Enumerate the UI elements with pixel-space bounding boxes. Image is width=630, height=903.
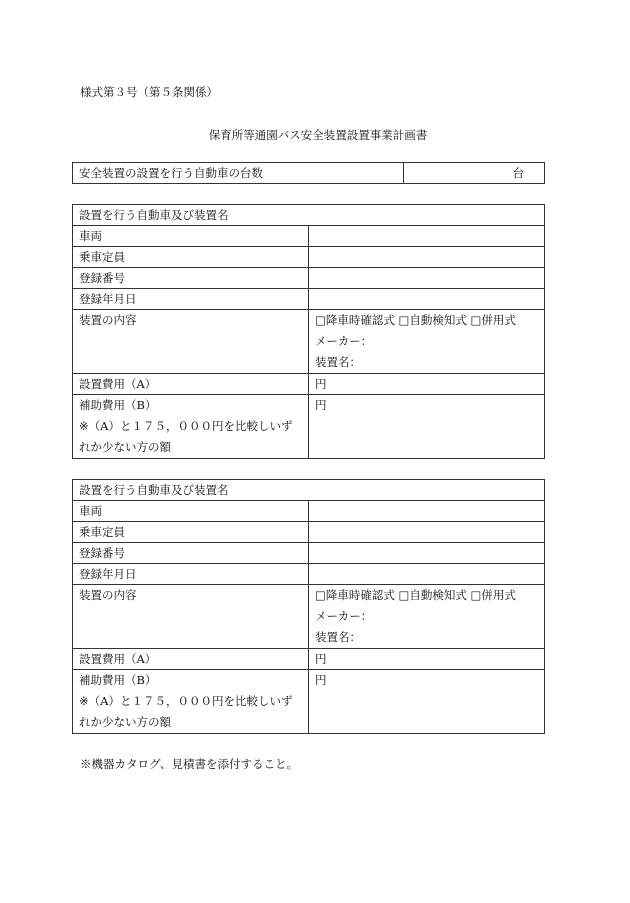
registration-number-label: 登録番号 bbox=[73, 268, 309, 289]
cost-b-note: れか少ない方の額 bbox=[79, 715, 171, 729]
vehicle-count-label: 安全装置の設置を行う自動車の台数 bbox=[73, 163, 404, 184]
vehicle-count-table bbox=[72, 162, 545, 184]
vehicle-label: 車両 bbox=[73, 501, 309, 522]
form-number: 様式第３号（第５条関係） bbox=[80, 85, 218, 99]
capacity-field[interactable] bbox=[309, 247, 545, 268]
cost-a-label: 設置費用（A） bbox=[73, 649, 309, 670]
cost-b-label: 補助費用（B） ※（A）と１７５，０００円を比較しいず れか少ない方の額 bbox=[73, 395, 309, 459]
cost-b-field[interactable] bbox=[309, 670, 545, 734]
cost-b-unit: 円 bbox=[315, 398, 327, 412]
device-name-label: 装置名： bbox=[315, 630, 361, 644]
cost-b-note: ※（A）と１７５，０００円を比較しいず bbox=[79, 419, 293, 433]
equipment-header: 設置を行う自動車及び装置名 bbox=[73, 205, 545, 226]
cost-a-field[interactable] bbox=[309, 649, 545, 670]
vehicle-count-unit: 台 bbox=[512, 166, 524, 180]
registration-number-label: 登録番号 bbox=[73, 543, 309, 564]
registration-date-label: 登録年月日 bbox=[73, 564, 309, 585]
cost-a-label: 設置費用（A） bbox=[73, 374, 309, 395]
cost-a-unit: 円 bbox=[315, 652, 327, 666]
maker-label: メーカー： bbox=[315, 609, 373, 623]
cost-a-unit: 円 bbox=[315, 377, 327, 391]
equipment-table-1 bbox=[72, 204, 545, 459]
equipment-table-2 bbox=[72, 479, 545, 734]
vehicle-label: 車両 bbox=[73, 226, 309, 247]
capacity-field[interactable] bbox=[309, 522, 545, 543]
device-field[interactable] bbox=[309, 585, 545, 649]
capacity-label: 乗車定員 bbox=[73, 522, 309, 543]
attachment-note: ※機器カタログ、見積書を添付すること。 bbox=[80, 757, 299, 771]
vehicle-count-field[interactable] bbox=[404, 163, 545, 184]
equipment-header: 設置を行う自動車及び装置名 bbox=[73, 480, 545, 501]
registration-number-field[interactable] bbox=[309, 268, 545, 289]
cost-b-note: れか少ない方の額 bbox=[79, 440, 171, 454]
maker-label: メーカー： bbox=[315, 334, 373, 348]
device-name-label: 装置名： bbox=[315, 355, 361, 369]
device-field[interactable] bbox=[309, 310, 545, 374]
registration-date-field[interactable] bbox=[309, 289, 545, 310]
registration-date-field[interactable] bbox=[309, 564, 545, 585]
cost-b-note: ※（A）と１７５，０００円を比較しいず bbox=[79, 694, 293, 708]
capacity-label: 乗車定員 bbox=[73, 247, 309, 268]
registration-number-field[interactable] bbox=[309, 543, 545, 564]
device-type-options[interactable]: □降車時確認式 □自動検知式 □併用式 bbox=[315, 313, 516, 327]
vehicle-field[interactable] bbox=[309, 226, 545, 247]
registration-date-label: 登録年月日 bbox=[73, 289, 309, 310]
device-label: 装置の内容 bbox=[73, 310, 309, 374]
cost-a-field[interactable] bbox=[309, 374, 545, 395]
cost-b-field[interactable] bbox=[309, 395, 545, 459]
vehicle-field[interactable] bbox=[309, 501, 545, 522]
cost-b-label: 補助費用（B） ※（A）と１７５，０００円を比較しいず れか少ない方の額 bbox=[73, 670, 309, 734]
device-label: 装置の内容 bbox=[73, 585, 309, 649]
document-title: 保育所等通園バス安全装置設置事業計画書 bbox=[208, 128, 428, 142]
device-type-options[interactable]: □降車時確認式 □自動検知式 □併用式 bbox=[315, 588, 516, 602]
cost-b-unit: 円 bbox=[315, 673, 327, 687]
